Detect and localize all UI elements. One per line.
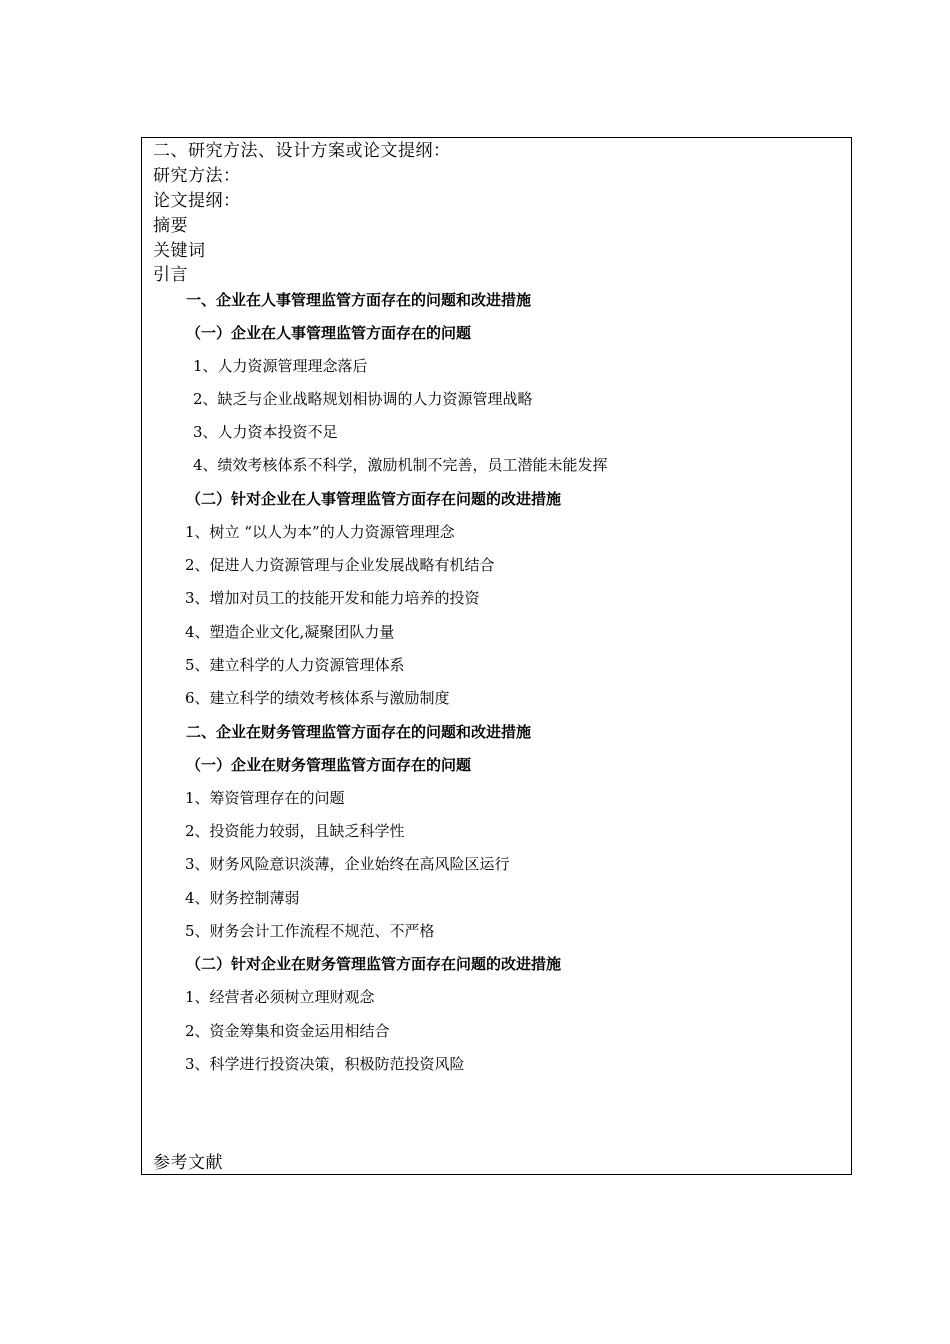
part2-sub2-heading: （二）针对企业在财务管理监管方面存在问题的改进措施 bbox=[186, 955, 562, 973]
list-item: 2、投资能力较弱，且缺乏科学性 bbox=[185, 822, 405, 840]
list-item: 4、财务控制薄弱 bbox=[185, 889, 300, 907]
part1-sub1-heading: （一）企业在人事管理监管方面存在的问题 bbox=[186, 324, 472, 342]
list-item: 1、筹资管理存在的问题 bbox=[185, 789, 345, 807]
section-header: 二、研究方法、设计方案或论文提纲： bbox=[153, 141, 451, 161]
list-item: 3、人力资本投资不足 bbox=[193, 423, 338, 441]
outline-form-box bbox=[141, 137, 852, 1175]
list-item: 1、人力资源管理理念落后 bbox=[193, 357, 368, 375]
references-label: 参考文献 bbox=[153, 1153, 223, 1173]
list-item: 4、绩效考核体系不科学，激励机制不完善，员工潜能未能发挥 bbox=[193, 456, 608, 474]
part1-sub2-heading: （二）针对企业在人事管理监管方面存在问题的改进措施 bbox=[186, 490, 562, 508]
list-item: 2、促进人力资源管理与企业发展战略有机结合 bbox=[185, 556, 495, 574]
intro-label: 引言 bbox=[153, 265, 188, 285]
list-item: 5、建立科学的人力资源管理体系 bbox=[185, 656, 405, 674]
list-item: 4、塑造企业文化,凝聚团队力量 bbox=[185, 623, 395, 641]
list-item: 1、经营者必须树立理财观念 bbox=[185, 988, 375, 1006]
list-item: 6、建立科学的绩效考核体系与激励制度 bbox=[185, 689, 450, 707]
list-item: 3、财务风险意识淡薄，企业始终在高风险区运行 bbox=[185, 855, 510, 873]
list-item: 1、树立 “以人为本”的人力资源管理理念 bbox=[185, 523, 455, 541]
outline-label: 论文提纲： bbox=[153, 191, 241, 211]
part1-heading: 一、企业在人事管理监管方面存在的问题和改进措施 bbox=[186, 291, 532, 309]
research-method-label: 研究方法： bbox=[153, 166, 241, 186]
keywords-label: 关键词 bbox=[153, 241, 206, 261]
list-item: 2、缺乏与企业战略规划相协调的人力资源管理战略 bbox=[193, 390, 533, 408]
part2-sub1-heading: （一）企业在财务管理监管方面存在的问题 bbox=[186, 756, 472, 774]
abstract-label: 摘要 bbox=[153, 216, 188, 236]
list-item: 3、增加对员工的技能开发和能力培养的投资 bbox=[185, 589, 480, 607]
list-item: 5、财务会计工作流程不规范、不严格 bbox=[185, 922, 435, 940]
list-item: 2、资金筹集和资金运用相结合 bbox=[185, 1022, 390, 1040]
part2-heading: 二、企业在财务管理监管方面存在的问题和改进措施 bbox=[186, 723, 532, 741]
list-item: 3、科学进行投资决策，积极防范投资风险 bbox=[185, 1055, 465, 1073]
